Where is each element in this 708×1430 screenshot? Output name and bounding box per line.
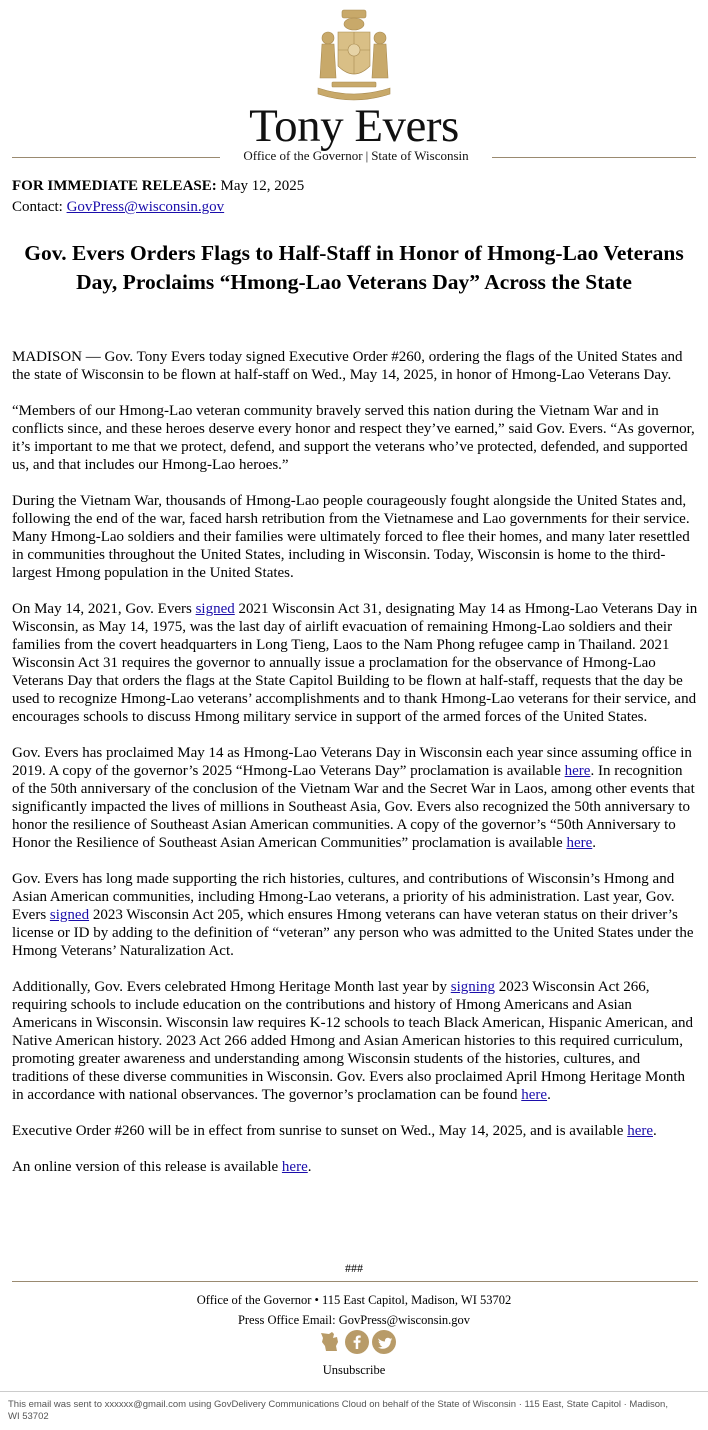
paragraph-9-text-b: . (307, 1159, 312, 1175)
release-line (12, 176, 696, 197)
state-title: State of Wisconsin (371, 148, 469, 163)
paragraph-4-text-a: On May 14, 2021, Gov. Evers (12, 601, 196, 617)
signed-act-31-link[interactable]: signed (195, 601, 235, 617)
end-mark: ### (345, 1261, 363, 1275)
press-email: GovPress@wisconsin.gov (338, 1313, 471, 1327)
paragraph-8 (12, 1122, 698, 1140)
facebook-icon[interactable] (345, 1330, 369, 1354)
unsubscribe-link[interactable]: Unsubscribe (322, 1363, 386, 1377)
office-line (220, 148, 492, 164)
email-disclaimer: This email was sent to xxxxxx@gmail.com using GovDelivery Communications Cloud on behalf of the State of Wisconsin · 115 East, State Capitol · Madison, WI 53702 (8, 1399, 668, 1422)
paragraph-8-text-b: . (653, 1123, 657, 1139)
footer-press-line (0, 1310, 708, 1330)
signed-act-205-link[interactable]: signed (49, 907, 90, 923)
paragraph-5-text-a: Gov. Evers has proclaimed May 14 as Hmong-Lao Veterans Day in Wisconsin each year since assuming office in 2019. A copy of the governor’s 2025 “Hmong-Lao Veterans Day” proclamation is available (12, 745, 692, 779)
release-date: May 12, 2025 (220, 178, 305, 194)
office-title: Office of the Governor (243, 148, 363, 163)
paragraph-6 (12, 870, 698, 960)
paragraph-8-text-a: Executive Order #260 will be in effect from sunrise to sunset on Wed., May 14, 2025, and is available (12, 1123, 628, 1139)
paragraph-5 (12, 744, 698, 852)
contact-line (12, 197, 696, 218)
paragraph-6-text-a: Gov. Evers has long made supporting the rich histories, cultures, and contributions of Wisconsin’s Hmong and Asian American communities, including Hmong-Lao veterans, a priority of his administration. Last year, Gov. Evers (12, 871, 675, 923)
wisconsin-outline-icon[interactable] (318, 1330, 342, 1354)
executive-order-link[interactable]: here (627, 1123, 653, 1139)
twitter-icon[interactable] (372, 1330, 396, 1354)
governor-name: Tony Evers (249, 100, 459, 152)
paragraph-7-text-b: 2023 Wisconsin Act 266, requiring schools to include education on the contributions and history of Hmong Americans and Asian Americans in Wisconsin. Wisconsin law requires K-12 schools to teach Black American, Hispanic American, and Native American history. 2023 Act 266 added Hmong and Asian American histories to this required curriculum, promoting greater awareness and understanding among Wisconsin students of the histories, cultures, and traditions of these diverse communities in Wisconsin. Gov. Evers also proclaimed April Hmong Heritage Month in accordance with national observances. The governor’s proclamation can be found (12, 979, 693, 1103)
paragraph-7 (12, 978, 698, 1104)
release-body (12, 348, 698, 1190)
disclaimer-rule (0, 1391, 708, 1392)
release-meta (12, 176, 696, 218)
footer-address: Office of the Governor • 115 East Capitol, Madison, WI 53702 (196, 1293, 512, 1307)
paragraph-7-text-c: . (547, 1087, 551, 1103)
paragraph-2: “Members of our Hmong-Lao veteran community bravely served this nation during the Vietnam War and in conflicts since, and these heroes deserve every honor and respect they’ve earned,” said Gov. Evers. “As governor, it’s important to me that we protect, defend, and support the veterans who’ve protected, defended, and supported us, and that includes our Hmong-Lao heroes.” (12, 403, 695, 473)
paragraph-7-text-a: Additionally, Gov. Evers celebrated Hmong Heritage Month last year by (12, 979, 451, 995)
paragraph-5-text-b: . In recognition of the 50th anniversary of the conclusion of the Vietnam War and the Secret War in Laos, among other events that significantly impacted the lives of millions in Southeast Asia, Gov. Evers also recognized the 50th anniversary to honor the resilience of Southeast Asian American communities. A copy of the governor’s “50th Anniversary to Honor the Resilience of Southeast Asian American Communities” proclamation is available (12, 763, 695, 851)
social-icons (318, 1330, 398, 1356)
masthead-rule-right (492, 157, 696, 158)
proclamation-2025-link[interactable]: here (564, 763, 591, 779)
paragraph-1: MADISON — Gov. Tony Evers today signed Executive Order #260, ordering the flags of the United States and the state of Wisconsin to be flown at half-staff on Wed., May 14, 2025, in honor of Hmong-Lao Veterans Day. (12, 349, 683, 383)
wisconsin-seal-icon (314, 8, 394, 104)
online-version-link[interactable]: here (281, 1159, 308, 1175)
paragraph-6-text-b: 2023 Wisconsin Act 205, which ensures Hmong veterans can have veteran status on their driver’s license or ID by adding to the definition of “veteran” any person who was admitted to the United States under the Hmong Veterans’ Naturalization Act. (12, 907, 694, 959)
paragraph-5-text-c: . (592, 835, 597, 851)
office-separator: | (365, 148, 369, 163)
paragraph-9-text-a: An online version of this release is available (12, 1159, 282, 1175)
masthead-rule-left (12, 157, 220, 158)
paragraph-4 (12, 600, 698, 726)
unsubscribe-line (0, 1362, 708, 1378)
anniversary-proclamation-link[interactable]: here (566, 835, 593, 851)
contact-email-link[interactable]: GovPress@wisconsin.gov (66, 199, 225, 215)
footer-rule (12, 1281, 698, 1282)
masthead (0, 0, 708, 172)
heritage-proclamation-link[interactable]: here (521, 1087, 548, 1103)
contact-label: Contact: (12, 199, 63, 215)
paragraph-9 (12, 1158, 698, 1176)
paragraph-4-text-b: 2021 Wisconsin Act 31, designating May 14 as Hmong-Lao Veterans Day in Wisconsin, as May 14, 1975, was the last day of airlift evacuation of remaining Hmong-Lao soldiers and their families from the covert headquarters in Long Tieng, Laos to the Nam Phong refugee camp in Thailand. 2021 Wisconsin Act 31 requires the governor to annually issue a proclamation for the observance of Hmong-Lao Veterans Day that orders the flags at the State Capitol Building to be flown at half-staff, requests that the day be used to recognize Hmong-Lao veterans’ accomplishments and to thank Hmong-Lao veterans for their service, and encourages schools to discuss Hmong military service in support of the armed forces of the United States. (12, 601, 698, 725)
paragraph-3: During the Vietnam War, thousands of Hmong-Lao people courageously fought alongside the United States and, following the end of the war, faced harsh retribution from the Vietnamese and Lao governments for their service. Many Hmong-Lao soldiers and their families were ultimately forced to flee their homes, and many later resettled in communities throughout the United States, including in Wisconsin. Today, Wisconsin is home to the third-largest Hmong population in the United States. (12, 493, 690, 581)
signing-act-266-link[interactable]: signing (450, 979, 495, 995)
headline: Gov. Evers Orders Flags to Half-Staff in Honor of Hmong-Lao Veterans Day, Proclaims “Hmong-Lao Veterans Day” Across the State (24, 241, 684, 294)
press-label: Press Office Email: (237, 1313, 339, 1327)
footer (0, 1290, 708, 1330)
release-label: FOR IMMEDIATE RELEASE: (12, 178, 217, 194)
